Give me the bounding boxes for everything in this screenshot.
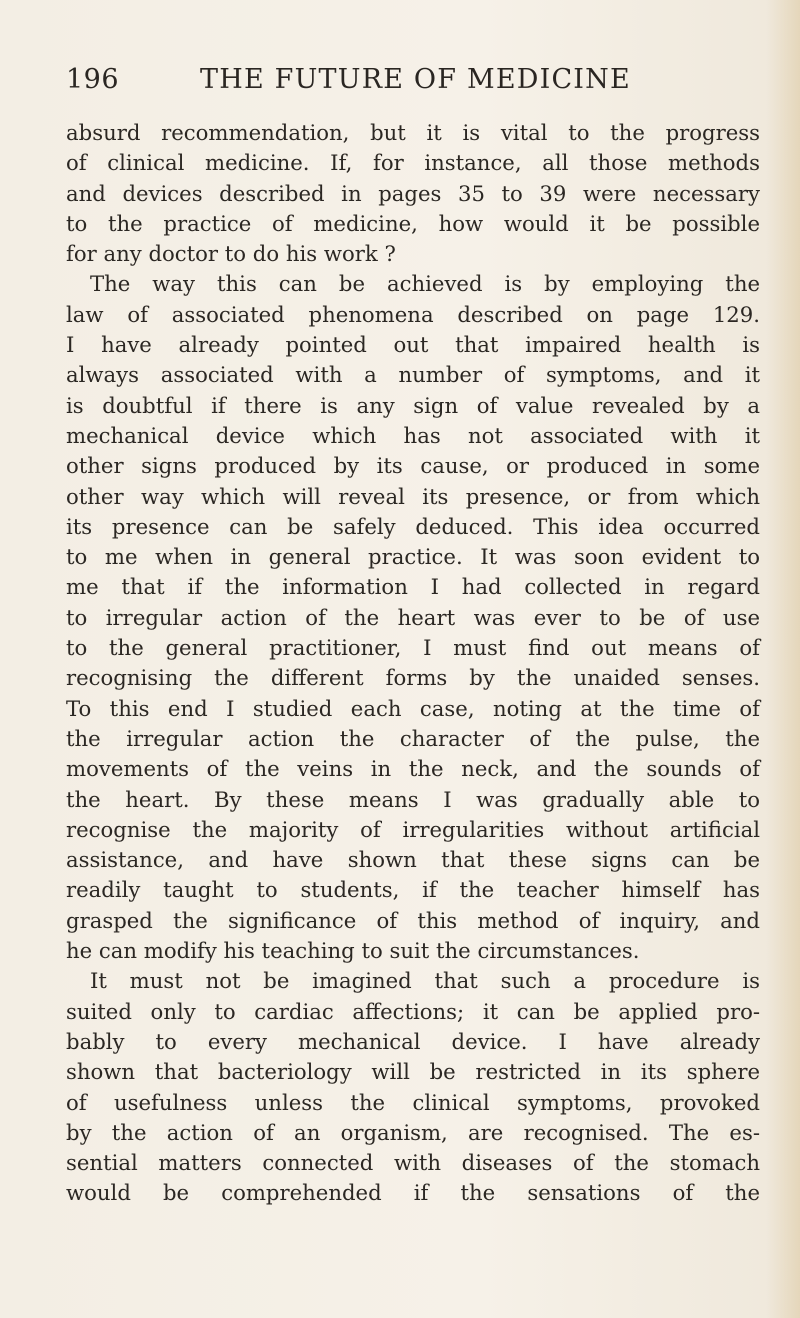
text-line: movements of the veins in the neck, and the sounds of <box>66 756 760 782</box>
text-line: its presence can be safely deduced. This idea occurred <box>66 513 760 539</box>
text-line: to the general practitioner, I must find out means of <box>66 635 760 661</box>
text-line: suited only to cardiac affections; it can be applied pro- <box>66 998 760 1024</box>
text-line: absurd recommendation, but it is vital to the progress <box>66 120 760 145</box>
text-line: to the practice of medicine, how would it be possible <box>66 210 760 236</box>
text-line: mechanical device which has not associated with it <box>66 422 760 448</box>
text-line: of clinical medicine. If, for instance, all those methods <box>66 150 760 176</box>
page-header <box>66 60 766 110</box>
body-text <box>66 118 760 1209</box>
text-line: by the action of an organism, are recognised. The es- <box>66 1119 760 1145</box>
running-title: THE FUTURE OF MEDICINE <box>200 64 631 95</box>
text-line: The way this can be achieved is by employing the <box>90 271 760 297</box>
text-line: assistance, and have shown that these signs can be <box>66 847 760 873</box>
text-line: It must not be imagined that such a procedure is <box>90 968 760 994</box>
text-line: readily taught to students, if the teacher himself has <box>66 877 760 903</box>
text-line: recognising the different forms by the unaided senses. <box>66 665 760 691</box>
text-line: law of associated phenomena described on page 129. <box>66 301 760 327</box>
text-line: is doubtful if there is any sign of value revealed by a <box>66 392 760 418</box>
text-line: to irregular action of the heart was ever to be of use <box>66 604 760 630</box>
text-line: I have already pointed out that impaired health is <box>66 332 760 358</box>
text-line: other signs produced by its cause, or produced in some <box>66 453 760 479</box>
text-line: he can modify his teaching to suit the circumstances. <box>66 938 640 964</box>
text-line: the heart. By these means I was gradually able to <box>66 786 760 812</box>
text-line: and devices described in pages 35 to 39 were necessary <box>66 180 760 206</box>
text-line: would be comprehended if the sensations of the <box>66 1180 760 1206</box>
text-line: always associated with a number of symptoms, and it <box>66 362 760 388</box>
text-line: grasped the significance of this method of inquiry, and <box>66 907 760 933</box>
text-line: for any doctor to do his work ? <box>66 241 396 267</box>
text-line: of usefulness unless the clinical symptoms, provoked <box>66 1089 760 1115</box>
text-line: to me when in general practice. It was soon evident to <box>66 544 760 570</box>
text-line: recognise the majority of irregularities without artificial <box>66 816 760 842</box>
text-line: sential matters connected with diseases of the stomach <box>66 1150 760 1176</box>
text-line: bably to every mechanical device. I have already <box>66 1028 760 1054</box>
text-line: shown that bacteriology will be restricted in its sphere <box>66 1059 760 1085</box>
text-line: the irregular action the character of the pulse, the <box>66 725 760 751</box>
text-line: me that if the information I had collected in regard <box>66 574 760 600</box>
page-edge-shading <box>766 0 800 1318</box>
text-line: To this end I studied each case, noting at the time of <box>66 695 760 721</box>
page-number: 196 <box>66 64 120 95</box>
text-line: other way which will reveal its presence, or from which <box>66 483 760 509</box>
